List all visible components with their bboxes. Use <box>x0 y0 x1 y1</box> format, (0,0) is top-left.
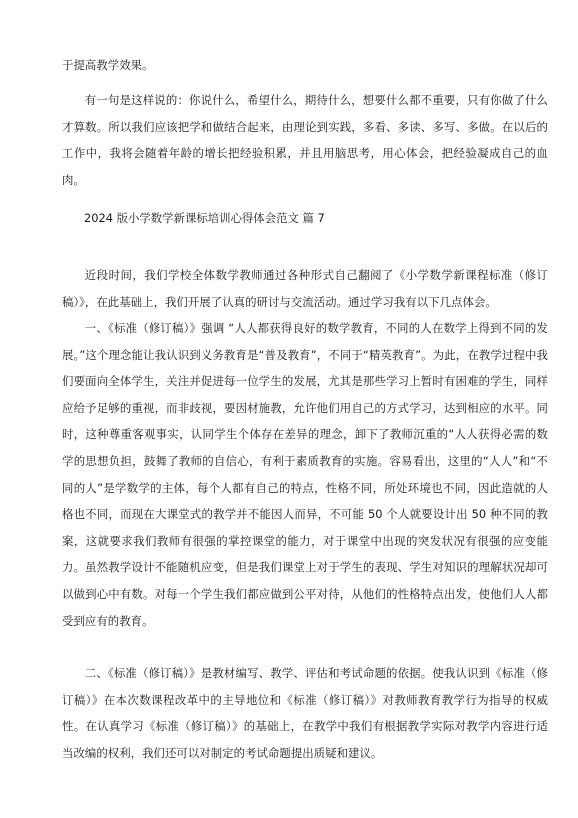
paragraph-introduction: 近段时间，我们学校全体数学教师通过各种形式自己翻阅了《小学数学新课程标准（修订稿）》，在此基础上，我们开展了认真的研讨与交流活动。通过学习我有以下几点体会。 <box>62 268 548 309</box>
paragraph-point-two: 二、《标准（修订稿）》是教材编写、教学、评估和考试命题的依据。使我认识到《标准（修订稿）》在本次数课程改革中的主导地位和《标准（修订稿）》对教师教育教学行为指导的权威性。在认真学习《标准（修订稿）》的基础上，在教学中我们有根据教学实际对教学内容进行适当改编的权利，我们还可以对制定的考试命题提出质疑和建议。 <box>62 666 548 760</box>
paragraph-continuation: 于提高教学效果。 <box>62 58 154 72</box>
paragraph-point-one: 一、《标准（修订稿）》强调 “人人都获得良好的数学教育，不同的人在数学上得到不同的发展。”这个理念能让我认识到义务教育是“普及教育”，不同于“精英教育”。为此，在教学过程中我们要面向全体学生，关注并促进每一位学生的发展，尤其是那些学习上暂时有困难的学生，同样应给予足够的重视，而非歧视，要因材施教，允许他们用自己的方式学习，达到相应的水平。同时，这种尊重客观事实，认同学生个体存在差异的理念，卸下了教师沉重的“人人获得必需的数学的思想负担，鼓舞了教师的自信心，有利于素质教育的实施。容易看出，这里的“人人”和“不同的人”是学数学的主体，每个人都有自己的特点，性格不同，所处环境也不同，因此造就的人格也不同，而现在大课堂式的教学并不能因人而异，不可能 50 个人就要设计出 50 种不同的教案，这就要求我们教师有很强的掌控课堂的能力，对于课堂中出现的突发状况有很强的应变能力。虽然教学设计不能随机应变，但是我们课堂上对于学生的表现、学生对知识的理解状况却可以做到心中有数。对每一个学生我们都应做到公平对待，从他们的性格特点出发，使他们人人都受到应有的教育。 <box>62 321 548 628</box>
section-heading: 2024 版小学数学新课标培训心得体会范文 篇 7 <box>84 211 325 225</box>
paragraph-learning-by-doing: 有一句是这样说的：你说什么，希望什么，期待什么，想要什么都不重要，只有你做了什么才算数。所以我们应该把学和做结合起来，由理论到实践，多看、多读、多写、多做。在以后的工作中，我将会随着年龄的增长把经验积累，并且用脑思考，用心体会，把经验凝成自己的血肉。 <box>62 93 548 187</box>
